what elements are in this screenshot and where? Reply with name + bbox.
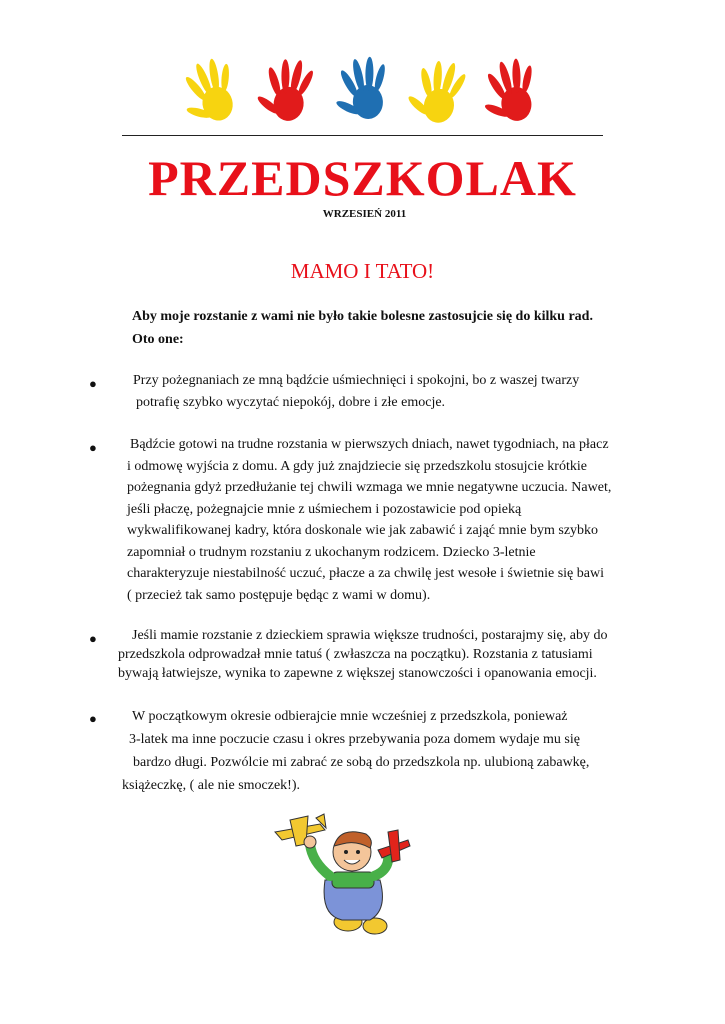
intro-line: Oto one: — [132, 332, 184, 347]
paragraph-line: wykwalifikowanej kadry, która doskonale wie jak zabawić i zająć mnie bym szybko — [127, 523, 599, 538]
paragraph-line: przedszkola odprowadzał mnie tatuś ( zwłaszcza na początku). Rozstania z tatusiami — [118, 647, 593, 662]
paragraph-line: i odmowę wyjścia z domu. A gdy już znajdziecie się przedszkolu stosujcie krótkie — [127, 458, 587, 474]
advice-paragraph-2 — [127, 434, 657, 606]
bullet-marker: ● — [89, 711, 97, 726]
handprint-red-2 — [477, 56, 541, 125]
advice-paragraph-1 — [133, 370, 653, 413]
paragraph-line: jeśli płaczę, pożegnajcie mnie z uśmiechem i pozostawicie pod opieką — [127, 501, 522, 517]
paragraph-line: Bądźcie gotowi na trudne rozstania w pierwszych dniach, nawet tygodniach, na płacz — [130, 437, 609, 452]
paragraph-line: 3-latek ma inne poczucie czasu i okres przebywania poza domem wydaje mu się — [129, 732, 580, 747]
paragraph-line: książeczkę, ( ale nie smoczek!). — [122, 778, 301, 793]
intro-text — [132, 305, 652, 351]
handprint-yellow-2 — [403, 55, 470, 127]
red-plane-icon — [378, 830, 410, 862]
paragraph-line: bywają łatwiejsze, wynika to zapewne z większej stanowczości i opanowania emocji. — [118, 666, 597, 681]
paragraph-line: zapomniał o trudnym rozstaniu z ukochanym rodzicem. Dziecko 3-letnie — [127, 544, 536, 560]
paragraph-line: charakteryzuje niestabilność uczuć, płacze a za chwilę jest wesołe i świetnie się bawi — [127, 566, 604, 581]
handprint-red-1 — [253, 54, 317, 123]
handprints-decoration — [185, 52, 555, 137]
paragraph-line: ( przecież tak samo postępuje będąc z wami w domu). — [127, 587, 431, 603]
intro-line: Aby moje rozstanie z wami nie było takie bolesne zastosujcie się do kilku rad. — [132, 309, 593, 324]
advice-paragraph-4 — [122, 705, 652, 797]
issue-date: WRZESIEŃ 2011 — [322, 208, 407, 220]
paragraph-line: W początkowym okresie odbierajcie mnie wcześniej z przedszkola, ponieważ — [132, 709, 568, 724]
header-divider — [122, 135, 603, 136]
paragraph-line: pożegnania gdyż przedłużanie tej chwili wzmaga we mnie negatywne uczucia. Nawet, — [127, 480, 612, 495]
bullet-marker: ● — [89, 376, 97, 391]
paragraph-line: Przy pożegnaniach ze mną bądźcie uśmiechnięci i spokojni, bo z waszej twarzy — [133, 373, 580, 388]
boy-with-toy-planes-illustration — [270, 810, 415, 940]
newsletter-title: PRZEDSZKOLAK — [148, 150, 577, 206]
advice-paragraph-3 — [118, 626, 658, 683]
bullet-marker: ● — [89, 631, 97, 646]
yellow-plane-icon — [275, 814, 326, 846]
paragraph-line: Jeśli mamie rozstanie z dzieckiem sprawia większe trudności, postarajmy się, aby do — [132, 628, 608, 643]
handprint-blue — [331, 55, 392, 122]
bullet-marker: ● — [89, 440, 97, 455]
greeting-heading: MAMO I TATO! — [290, 259, 435, 283]
paragraph-line: potrafię szybko wyczytać niepokój, dobre i złe emocje. — [136, 394, 446, 410]
handprint-yellow-1 — [185, 54, 243, 129]
paragraph-line: bardzo długi. Pozwólcie mi zabrać ze sobą do przedszkola np. ulubioną zabawkę, — [133, 755, 590, 770]
